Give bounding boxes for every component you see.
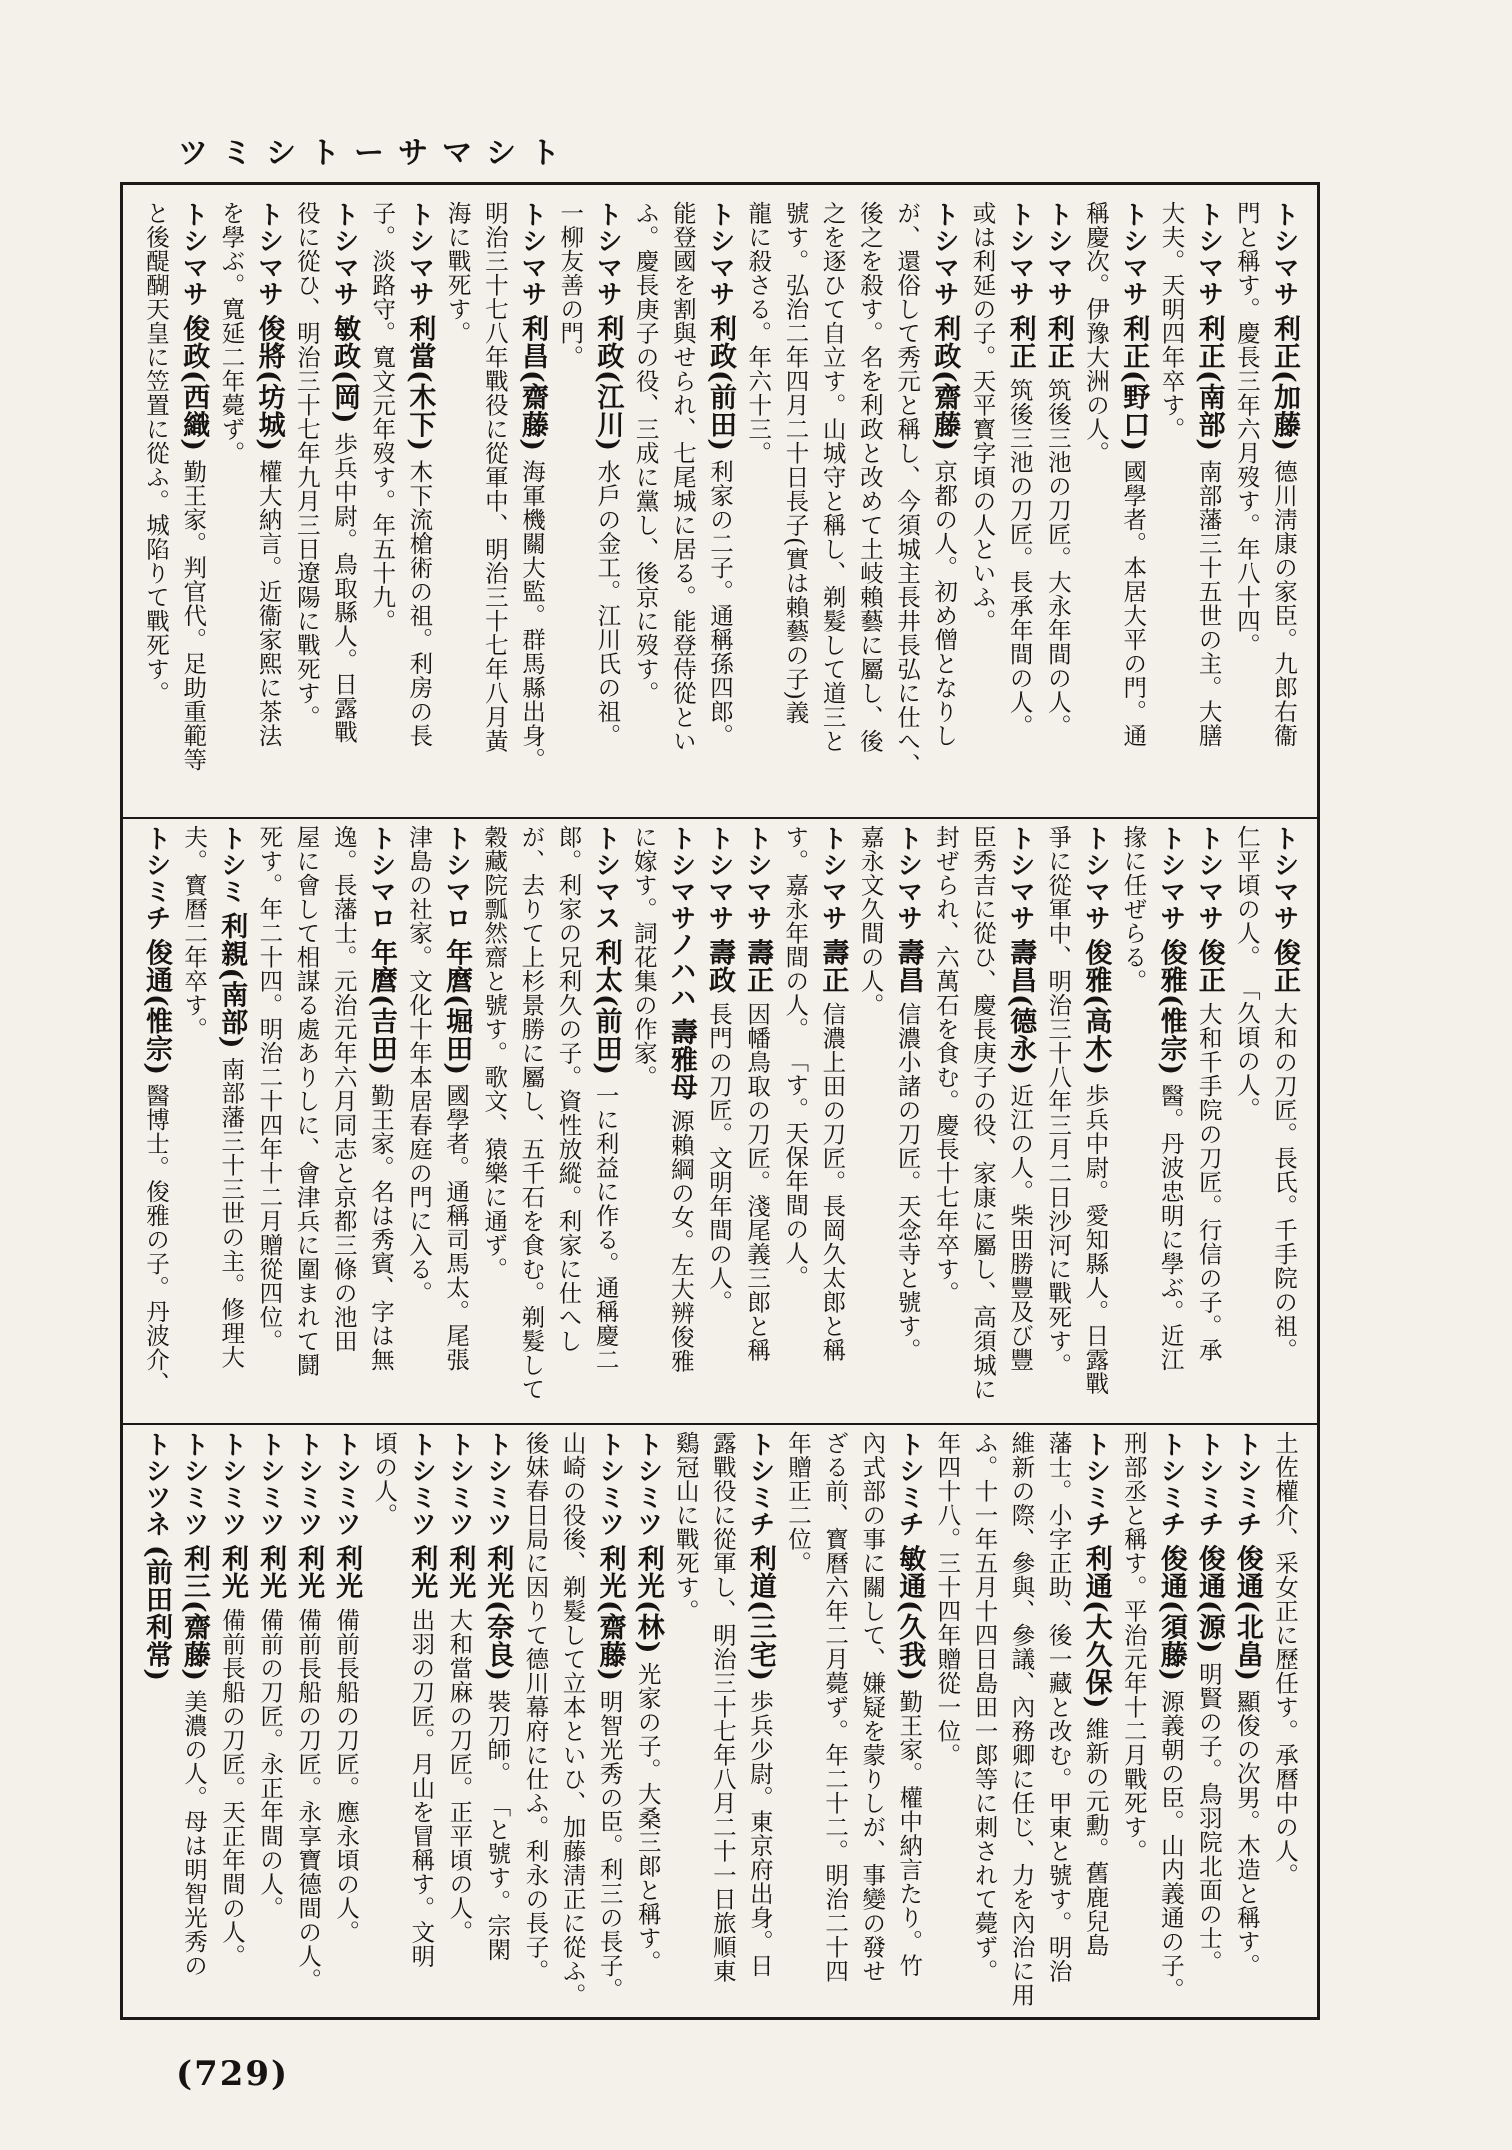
- entry-headword: 利通(大久保): [1080, 1544, 1112, 1710]
- entry-column: [440, 201, 475, 809]
- entry-column: [1192, 1431, 1228, 2007]
- entry-column: [853, 825, 888, 1415]
- entry-headword: 利光: [217, 1544, 249, 1600]
- entry-column: [669, 1431, 704, 2007]
- entry-column: [1078, 825, 1114, 1415]
- entry-reading: トシマサ: [704, 825, 735, 931]
- entry-reading: トシマサ: [1269, 201, 1299, 307]
- entry-column: [364, 825, 400, 1415]
- band-divider: [123, 1423, 1317, 1425]
- entry-reading: トシマス: [590, 825, 621, 931]
- entry-text: 年贈正二位。: [784, 1431, 813, 1575]
- entry-headword: 俊通(惟宗): [140, 938, 172, 1076]
- page-number: (729): [176, 2054, 290, 2094]
- entry-headword: 俊雅(高木): [1080, 938, 1112, 1076]
- entry-text: 刑部丞と稱す。平治元年十二月戰死す。: [1119, 1431, 1148, 1863]
- entry-column: [778, 201, 813, 809]
- entry-text: 掾に任ぜらる。: [1119, 825, 1148, 993]
- entry-column: [743, 1431, 779, 2007]
- entry-text: ふ。慶長庚子の役、三成に黨し、後京に歿す。: [631, 201, 660, 705]
- entry-reading: トシミツ: [293, 1431, 324, 1537]
- entry-text: 勤王家。判官代。足助重範等: [179, 459, 208, 772]
- entry-reading: トシミツ: [444, 1431, 475, 1537]
- entry-headword: 利光(奈良): [482, 1544, 514, 1682]
- entry-text: 長門の刀匠。文明年間の人。: [705, 1001, 734, 1314]
- entry-column: [215, 1431, 251, 2007]
- entry-text: 仁平頃の人。 「久頃の人。: [1232, 825, 1261, 1121]
- entry-text: 海に戰死す。: [443, 201, 472, 345]
- entry-text: 勤王家。名は秀賓、字は無: [366, 1083, 395, 1372]
- entry-column: [965, 201, 1000, 809]
- entry-column: [1230, 1431, 1266, 2007]
- entry-text: 勤王家。權中納言たり。竹: [895, 1689, 924, 1978]
- entry-headword: 利正: [1042, 314, 1074, 370]
- entry-text: 光家の子。大桑三郞と稱す。: [633, 1662, 662, 1975]
- entry-reading: トシミチ: [744, 1431, 775, 1537]
- entry-text: 因幡鳥取の刀匠。淺尾義三郎と稱: [743, 1001, 772, 1362]
- entry-column: [627, 825, 662, 1415]
- entry-column: [518, 1431, 553, 2007]
- entry-text: 美濃の人。母は明智光秀の: [179, 1689, 208, 1978]
- entry-text: を學ぶ。寬延二年薨ず。: [217, 201, 246, 465]
- entry-column: [291, 1431, 327, 2007]
- entry-headword: 年麿(堀田): [441, 938, 473, 1076]
- running-head: ツミシトーサマシト: [178, 136, 574, 171]
- entry-reading: トシマサ: [742, 825, 773, 931]
- entry-column: [289, 825, 324, 1415]
- entry-reading: トシマサ: [517, 201, 547, 307]
- entry-reading: トシマサ: [253, 201, 284, 307]
- entry-column: [365, 201, 400, 809]
- entry-column: [251, 201, 287, 809]
- entry-text: 之を逐ひて自立す。山城守と稱し、剃髮して道三と: [818, 201, 847, 753]
- entry-column: [818, 1431, 853, 2007]
- entry-reading: トシマサ: [1005, 825, 1036, 931]
- entry-text: 南部藩三十五世の主。大膳: [1194, 459, 1223, 748]
- entry-column: [327, 201, 363, 809]
- entry-text: 一柳友善の門。: [556, 201, 585, 369]
- entry-text: 木下流槍術の祖。利房の長: [405, 459, 434, 748]
- entry-headword: 利光: [444, 1544, 476, 1600]
- entry-column: [703, 201, 739, 809]
- entry-column: [1079, 201, 1114, 809]
- entry-reading: トシミ: [216, 825, 247, 905]
- entry-reading: トシマサ: [1080, 825, 1111, 931]
- entry-text: 海軍機關大監。群馬縣出身。: [518, 459, 546, 772]
- entry-text: 逸。長藩士。元治元年六月同志と京都三條の池田: [329, 825, 358, 1353]
- entry-column: [706, 1431, 741, 2007]
- entry-band-bottom: [137, 1431, 1303, 2007]
- entry-column: [1192, 825, 1228, 1415]
- entry-column: [891, 825, 927, 1415]
- entry-text: 國學者。通稱司馬太。尾張: [442, 1083, 471, 1372]
- entry-column: [1267, 201, 1303, 809]
- entry-column: [1268, 1431, 1303, 2007]
- entry-column: [781, 1431, 816, 2007]
- entry-column: [1116, 825, 1151, 1415]
- entry-text: 後之を殺す。名を利政と改めて土岐賴藝に屬し、後: [855, 201, 884, 753]
- entry-text: 大夫。天明四年卒す。: [1157, 201, 1186, 441]
- entry-text: が、去りて上杉景勝に屬し、五千石を食む。剃髮して: [517, 825, 546, 1401]
- entry-column: [1191, 201, 1227, 809]
- entry-text: に嫁す。詞花集の作家。: [629, 825, 658, 1089]
- entry-reading: トシミツ: [331, 1431, 362, 1537]
- entry-text: 死す。年二十四。明治二十四年十二月贈從四位。: [255, 825, 284, 1353]
- entry-column: [367, 1431, 402, 2007]
- entry-column: [1004, 1431, 1039, 2007]
- entry-headword: 俊通(須藤): [1155, 1544, 1187, 1682]
- entry-column: [778, 825, 813, 1415]
- entry-column: [515, 201, 551, 809]
- entry-headword: 利正: [1004, 314, 1036, 370]
- entry-column: [177, 825, 212, 1415]
- entry-column: [253, 1431, 289, 2007]
- entry-text: 明賢の子。鳥羽院北面の士。: [1194, 1662, 1223, 1975]
- entry-text: 門と稱す。慶長三年六月歿す。年八十四。: [1232, 201, 1261, 657]
- entry-column: [177, 1431, 213, 2007]
- entry-text: 信濃上田の刀匠。長岡久太郎と稱: [818, 1001, 847, 1362]
- entry-text: 備前長船の刀匠。天正年間の人。: [218, 1607, 247, 1968]
- entry-reading: トシミツ: [217, 1431, 248, 1537]
- entry-text: 大和當麻の刀匠。正平頃の人。: [445, 1607, 474, 1944]
- entry-headword: 利政(江川): [592, 314, 624, 452]
- entry-column: [214, 825, 250, 1415]
- entry-column: [402, 825, 437, 1415]
- entry-reading: トシマサ: [929, 201, 960, 307]
- entry-headword: 利政(齋藤): [929, 314, 961, 452]
- entry-headword: 利三(齋藤): [178, 1544, 210, 1682]
- entry-text: 藩士。小字正助、後一藏と改む。甲東と號す。明治: [1044, 1431, 1073, 1983]
- entry-text: 顯俊の次男。木造と稱す。: [1232, 1689, 1261, 1978]
- entry-text: 後妹春日局に因りて德川幕府に仕ふ。利永の長子。: [521, 1431, 550, 1983]
- entry-headword: 利太(前田): [590, 938, 622, 1076]
- entry-headword: 利光: [293, 1544, 325, 1600]
- entry-text: 備前長船の刀匠。永享寶德間の人。: [294, 1607, 323, 1992]
- entry-reading: トシマサ: [1269, 825, 1299, 931]
- entry-text: 或は利延の子。天平寳字頃の人といふ。: [968, 201, 997, 633]
- entry-headword: 俊雅(惟宗): [1155, 938, 1187, 1076]
- entry-column: [1154, 201, 1189, 809]
- entry-column: [327, 825, 362, 1415]
- entry-text: 信濃小諸の刀匠。天念寺と號す。: [893, 1001, 922, 1362]
- entry-reading: トシマサノハハ: [665, 825, 696, 1011]
- entry-text: 明治三十七八年戰役に從軍中、明治三十七年八月黃: [480, 201, 509, 753]
- entry-reading: トシミツ: [632, 1431, 663, 1537]
- entry-reading: トシマサ: [1155, 825, 1186, 931]
- entry-text: ざる前、寳曆六年二月薨ず。年二十二。明治二十四: [821, 1431, 850, 1983]
- entry-column: [815, 201, 850, 809]
- entry-text: 源義朝の臣。山内義通の子。: [1156, 1689, 1185, 2002]
- entry-headword: 壽正: [742, 938, 774, 994]
- entry-column: [853, 201, 888, 809]
- entry-reading: トシミチ: [1155, 1431, 1186, 1537]
- entry-column: [815, 825, 851, 1415]
- entry-text: 津島の社家。文化十年本居春庭の門に入る。: [404, 825, 433, 1305]
- entry-column: [930, 1431, 965, 2007]
- entry-text: す。嘉永年間の人。 「す。天保年間の人。: [781, 825, 810, 1289]
- entry-column: [551, 825, 586, 1415]
- entry-headword: 俊通(源): [1193, 1544, 1225, 1655]
- entry-reading: トシツネ: [140, 1431, 171, 1537]
- entry-reading: トシマロ: [365, 825, 396, 931]
- entry-headword: 壽正: [817, 938, 849, 994]
- entry-text: 出羽の刀匠。月山を冒稱す。文明: [407, 1607, 436, 1968]
- entry-column: [1154, 1431, 1190, 2007]
- entry-text: 近江の人。柴田勝豐及び豐: [1006, 1083, 1035, 1372]
- entry-text: 備前の刀匠。永正年間の人。: [256, 1607, 285, 1920]
- entry-column: [252, 825, 287, 1415]
- entry-headword: 利光(林): [632, 1544, 664, 1655]
- entry-text: 臣秀吉に從ひ、慶長庚子の役、家康に屬し、高須城に: [968, 825, 997, 1401]
- entry-headword: 壽昌(德永): [1005, 938, 1037, 1076]
- entry-reading: トシマサ: [592, 201, 623, 307]
- entry-column: [741, 201, 776, 809]
- entry-headword: 俊正: [1269, 938, 1300, 994]
- entry-column: [1079, 1431, 1115, 2007]
- entry-column: [1117, 1431, 1152, 2007]
- entry-column: [589, 825, 625, 1415]
- entry-column: [1041, 201, 1077, 809]
- entry-text: 鷄冠山に戰死す。: [671, 1431, 700, 1623]
- entry-column: [927, 201, 963, 809]
- entry-text: 子。淡路守。寬文元年歿す。年五十九。: [368, 201, 397, 633]
- entry-reading: トシミツ: [594, 1431, 625, 1537]
- entry-headword: 敏通(久我): [894, 1544, 926, 1682]
- entry-text: 京都の人。初め僧となりし: [930, 459, 959, 748]
- entry-text: 夫。寳曆二年卒す。: [180, 825, 209, 1041]
- entry-column: [442, 1431, 478, 2007]
- entry-column: [139, 1431, 175, 2007]
- entry-column: [593, 1431, 629, 2007]
- entry-headword: 利光(齋藤): [594, 1544, 626, 1682]
- entry-column: [477, 825, 512, 1415]
- entry-text: 歩兵中尉。愛知縣人。日露戰: [1081, 1083, 1110, 1396]
- entry-text: 大和の刀匠。長氏。千手院の祖。: [1270, 1001, 1298, 1362]
- entry-column: [966, 825, 1001, 1415]
- entry-reading: トシミツ: [255, 1431, 286, 1537]
- entry-headword: 壽雅母: [665, 1018, 697, 1101]
- entry-reading: トシミチ: [1193, 1431, 1224, 1537]
- entry-column: [1042, 1431, 1077, 2007]
- entry-headword: 俊正: [1193, 938, 1225, 994]
- entry-headword: 俊通(北畠): [1231, 1544, 1263, 1682]
- entry-reading: トシミチ: [140, 825, 171, 931]
- entry-reading: トシマサ: [1118, 201, 1149, 307]
- entry-text: 嘉永文久間の人。: [856, 825, 885, 1017]
- entry-reading: トシミチ: [1231, 1431, 1262, 1537]
- entry-text: 露戰役に從軍し、明治三十七年八月二十一日旅順東: [708, 1431, 737, 1983]
- entry-text: 水戶の金工。江川氏の祖。: [593, 459, 622, 748]
- entry-text: 爭に從軍中、明治三十八年三月二日沙河に戰死す。: [1044, 825, 1073, 1377]
- entry-column: [1041, 825, 1076, 1415]
- entry-column: [967, 1431, 1002, 2007]
- entry-text: 頃の人。: [370, 1431, 399, 1527]
- entry-text: 能登國を割與せられ、七尾城に居る。能登侍從とい: [668, 201, 697, 753]
- entry-text: が、還俗して秀元と稱し、今須城主長井長弘に仕へ、: [893, 201, 922, 777]
- entry-text: 權大納言。近衞家熙に茶法: [254, 459, 283, 748]
- entry-column: [1003, 825, 1039, 1415]
- entry-reading: トシマサ: [404, 201, 435, 307]
- entry-headword: 敏政(岡): [329, 314, 360, 425]
- entry-reading: トシマロ: [441, 825, 472, 931]
- entry-column: [590, 201, 626, 809]
- entry-headword: 利正(加藤): [1269, 314, 1300, 452]
- entry-column: [855, 1431, 890, 2007]
- entry-reading: トシマサ: [705, 201, 735, 307]
- entry-reading: トシマサ: [1004, 201, 1035, 307]
- entry-column: [628, 201, 663, 809]
- entry-column: [1230, 825, 1265, 1415]
- entry-text: 土佐權介、采女正に歷任す。承曆中の人。: [1271, 1431, 1299, 1887]
- entry-column: [514, 825, 549, 1415]
- entry-text: 筑後三池の刀匠。大永年間の人。: [1043, 377, 1072, 738]
- entry-column: [290, 201, 325, 809]
- entry-headword: 利親(南部): [216, 912, 248, 1050]
- entry-headword: 利道(三宅): [744, 1544, 776, 1682]
- entry-column: [402, 201, 438, 809]
- entry-headword: (前田利常): [140, 1544, 172, 1682]
- entry-reading: トシミチ: [894, 1431, 925, 1537]
- entry-text: 封ぜられ、六萬石を食む。慶長十七年卒す。: [931, 825, 960, 1305]
- entry-column: [214, 201, 249, 809]
- entry-headword: 利政(前田): [705, 314, 736, 452]
- entry-headword: 利光: [255, 1544, 287, 1600]
- entry-text: 年四十八。三十四年贈從一位。: [933, 1431, 962, 1767]
- entry-text: 山崎の役後、剃髮して立本といひ、加藤淸正に從ふ。: [558, 1431, 587, 2007]
- entry-column: [702, 825, 738, 1415]
- entry-reading: トシマサ: [329, 201, 359, 307]
- entry-text: 筑後三池の刀匠。長承年間の人。: [1005, 377, 1034, 738]
- entry-headword: 利正(野口): [1118, 314, 1150, 452]
- entry-column: [631, 1431, 667, 2007]
- entry-column: [478, 201, 513, 809]
- entry-column: [556, 1431, 591, 2007]
- entry-text: 大和千手院の刀匠。行信の子。承: [1194, 1001, 1223, 1362]
- entry-text: 役に從ひ、明治三十七年九月三日遼陽に戰死す。: [292, 201, 321, 729]
- entry-headword: 利正(南部): [1193, 314, 1225, 452]
- entry-text: 源賴綱の女。左大辨俊雅: [666, 1108, 695, 1373]
- entry-reading: トシミツ: [406, 1431, 437, 1537]
- entry-column: [1230, 201, 1265, 809]
- entry-text: 屋に會して相謀る處ありしに、會津兵に圍まれて鬪: [292, 825, 321, 1377]
- entry-reading: トシマサ: [1193, 825, 1224, 931]
- entry-reading: トシマサ: [178, 201, 209, 307]
- entry-headword: 壽政: [704, 938, 736, 994]
- entry-text: 郞。利家の兄利久の子。資性放縱。利家に仕へし: [554, 825, 583, 1353]
- entry-column: [176, 201, 212, 809]
- entry-headword: 利光: [406, 1544, 438, 1600]
- entry-text: 號す。弘治二年四月二十日長子(實は賴藝の子)義: [781, 201, 810, 725]
- entry-column: [740, 825, 776, 1415]
- entry-text: 歩兵少尉。東京府出身。日: [745, 1689, 774, 1978]
- entry-reading: トシミチ: [1080, 1431, 1111, 1537]
- entry-reading: トシマサ: [1042, 201, 1073, 307]
- entry-column: [929, 825, 964, 1415]
- entry-column: [404, 1431, 440, 2007]
- entry-text: 利家の二子。通稱孫四郎。: [706, 459, 734, 748]
- entry-column: [480, 1431, 516, 2007]
- entry-column: [439, 825, 475, 1415]
- entry-text: 穀藏院瓢然齋と號す。歌文、猿樂に通ず。: [480, 825, 509, 1281]
- entry-headword: 利光: [331, 1544, 363, 1600]
- entry-column: [892, 1431, 928, 2007]
- entry-column: [139, 201, 174, 809]
- entry-text: 南部藩三十三世の主。修理大: [217, 1057, 246, 1370]
- entry-text: 備前長船の刀匠。應永頃の人。: [332, 1607, 361, 1944]
- entry-band-top: [137, 201, 1303, 809]
- entry-headword: 俊政(西織): [178, 314, 210, 452]
- entry-reading: トシマサ: [817, 825, 848, 931]
- entry-reading: トシマサ: [1193, 201, 1224, 307]
- entry-text: と後醍醐天皇に笠置に從ふ。城陷りて戰死す。: [142, 201, 171, 705]
- entry-text: ふ。十一年五月十四日島田一郞等に刺されて薨ず。: [970, 1431, 999, 1983]
- entry-text: 德川淸康の家臣。九郎右衞: [1270, 459, 1298, 748]
- entry-reading: トシマサ: [892, 825, 923, 931]
- entry-band-middle: [137, 825, 1303, 1415]
- band-divider: [123, 817, 1317, 819]
- entry-text: 醫博士。俊雅の子。丹波介、: [141, 1083, 170, 1396]
- entry-text: 國學者。本居大平の門。通: [1119, 459, 1148, 748]
- entry-headword: 利昌(齋藤): [517, 314, 548, 452]
- entry-headword: 年麿(吉田): [365, 938, 397, 1076]
- entry-headword: 利當(木下): [404, 314, 436, 452]
- entry-column: [329, 1431, 365, 2007]
- entry-text: 一に利益に作る。通稱慶二: [591, 1083, 620, 1372]
- entry-column: [1267, 825, 1303, 1415]
- entry-column: [664, 825, 700, 1415]
- entry-column: [1116, 201, 1152, 809]
- entry-headword: 俊將(坊城): [253, 314, 285, 452]
- entry-text: 內式部の事に關して、嫌疑を蒙りしが、事變の發せ: [858, 1431, 887, 1983]
- dictionary-frame: [120, 182, 1320, 2020]
- entry-text: 醫。丹波忠明に學ぶ。近江: [1156, 1083, 1185, 1372]
- entry-column: [553, 201, 588, 809]
- entry-text: 維新の際、參與、參議、內務卿に任じ、力を內治に用: [1007, 1431, 1036, 2007]
- entry-reading: トシミツ: [482, 1431, 513, 1537]
- entry-text: 維新の元勳。舊鹿兒島: [1081, 1717, 1110, 1958]
- entry-column: [1154, 825, 1190, 1415]
- entry-text: 稱慶次。伊豫大洲の人。: [1082, 201, 1111, 465]
- entry-column: [666, 201, 701, 809]
- entry-text: 歩兵中尉。鳥取縣人。日露戰: [330, 432, 358, 745]
- entry-column: [1002, 201, 1038, 809]
- entry-column: [139, 825, 175, 1415]
- entry-text: 龍に殺さる。年六十三。: [744, 201, 773, 465]
- entry-reading: トシミツ: [178, 1431, 209, 1537]
- entry-column: [890, 201, 925, 809]
- entry-headword: 壽昌: [892, 938, 924, 994]
- entry-text: 裝刀師。 「と號す。宗閑: [483, 1689, 512, 1962]
- entry-text: 明智光秀の臣。利三の長子。: [595, 1689, 624, 2002]
